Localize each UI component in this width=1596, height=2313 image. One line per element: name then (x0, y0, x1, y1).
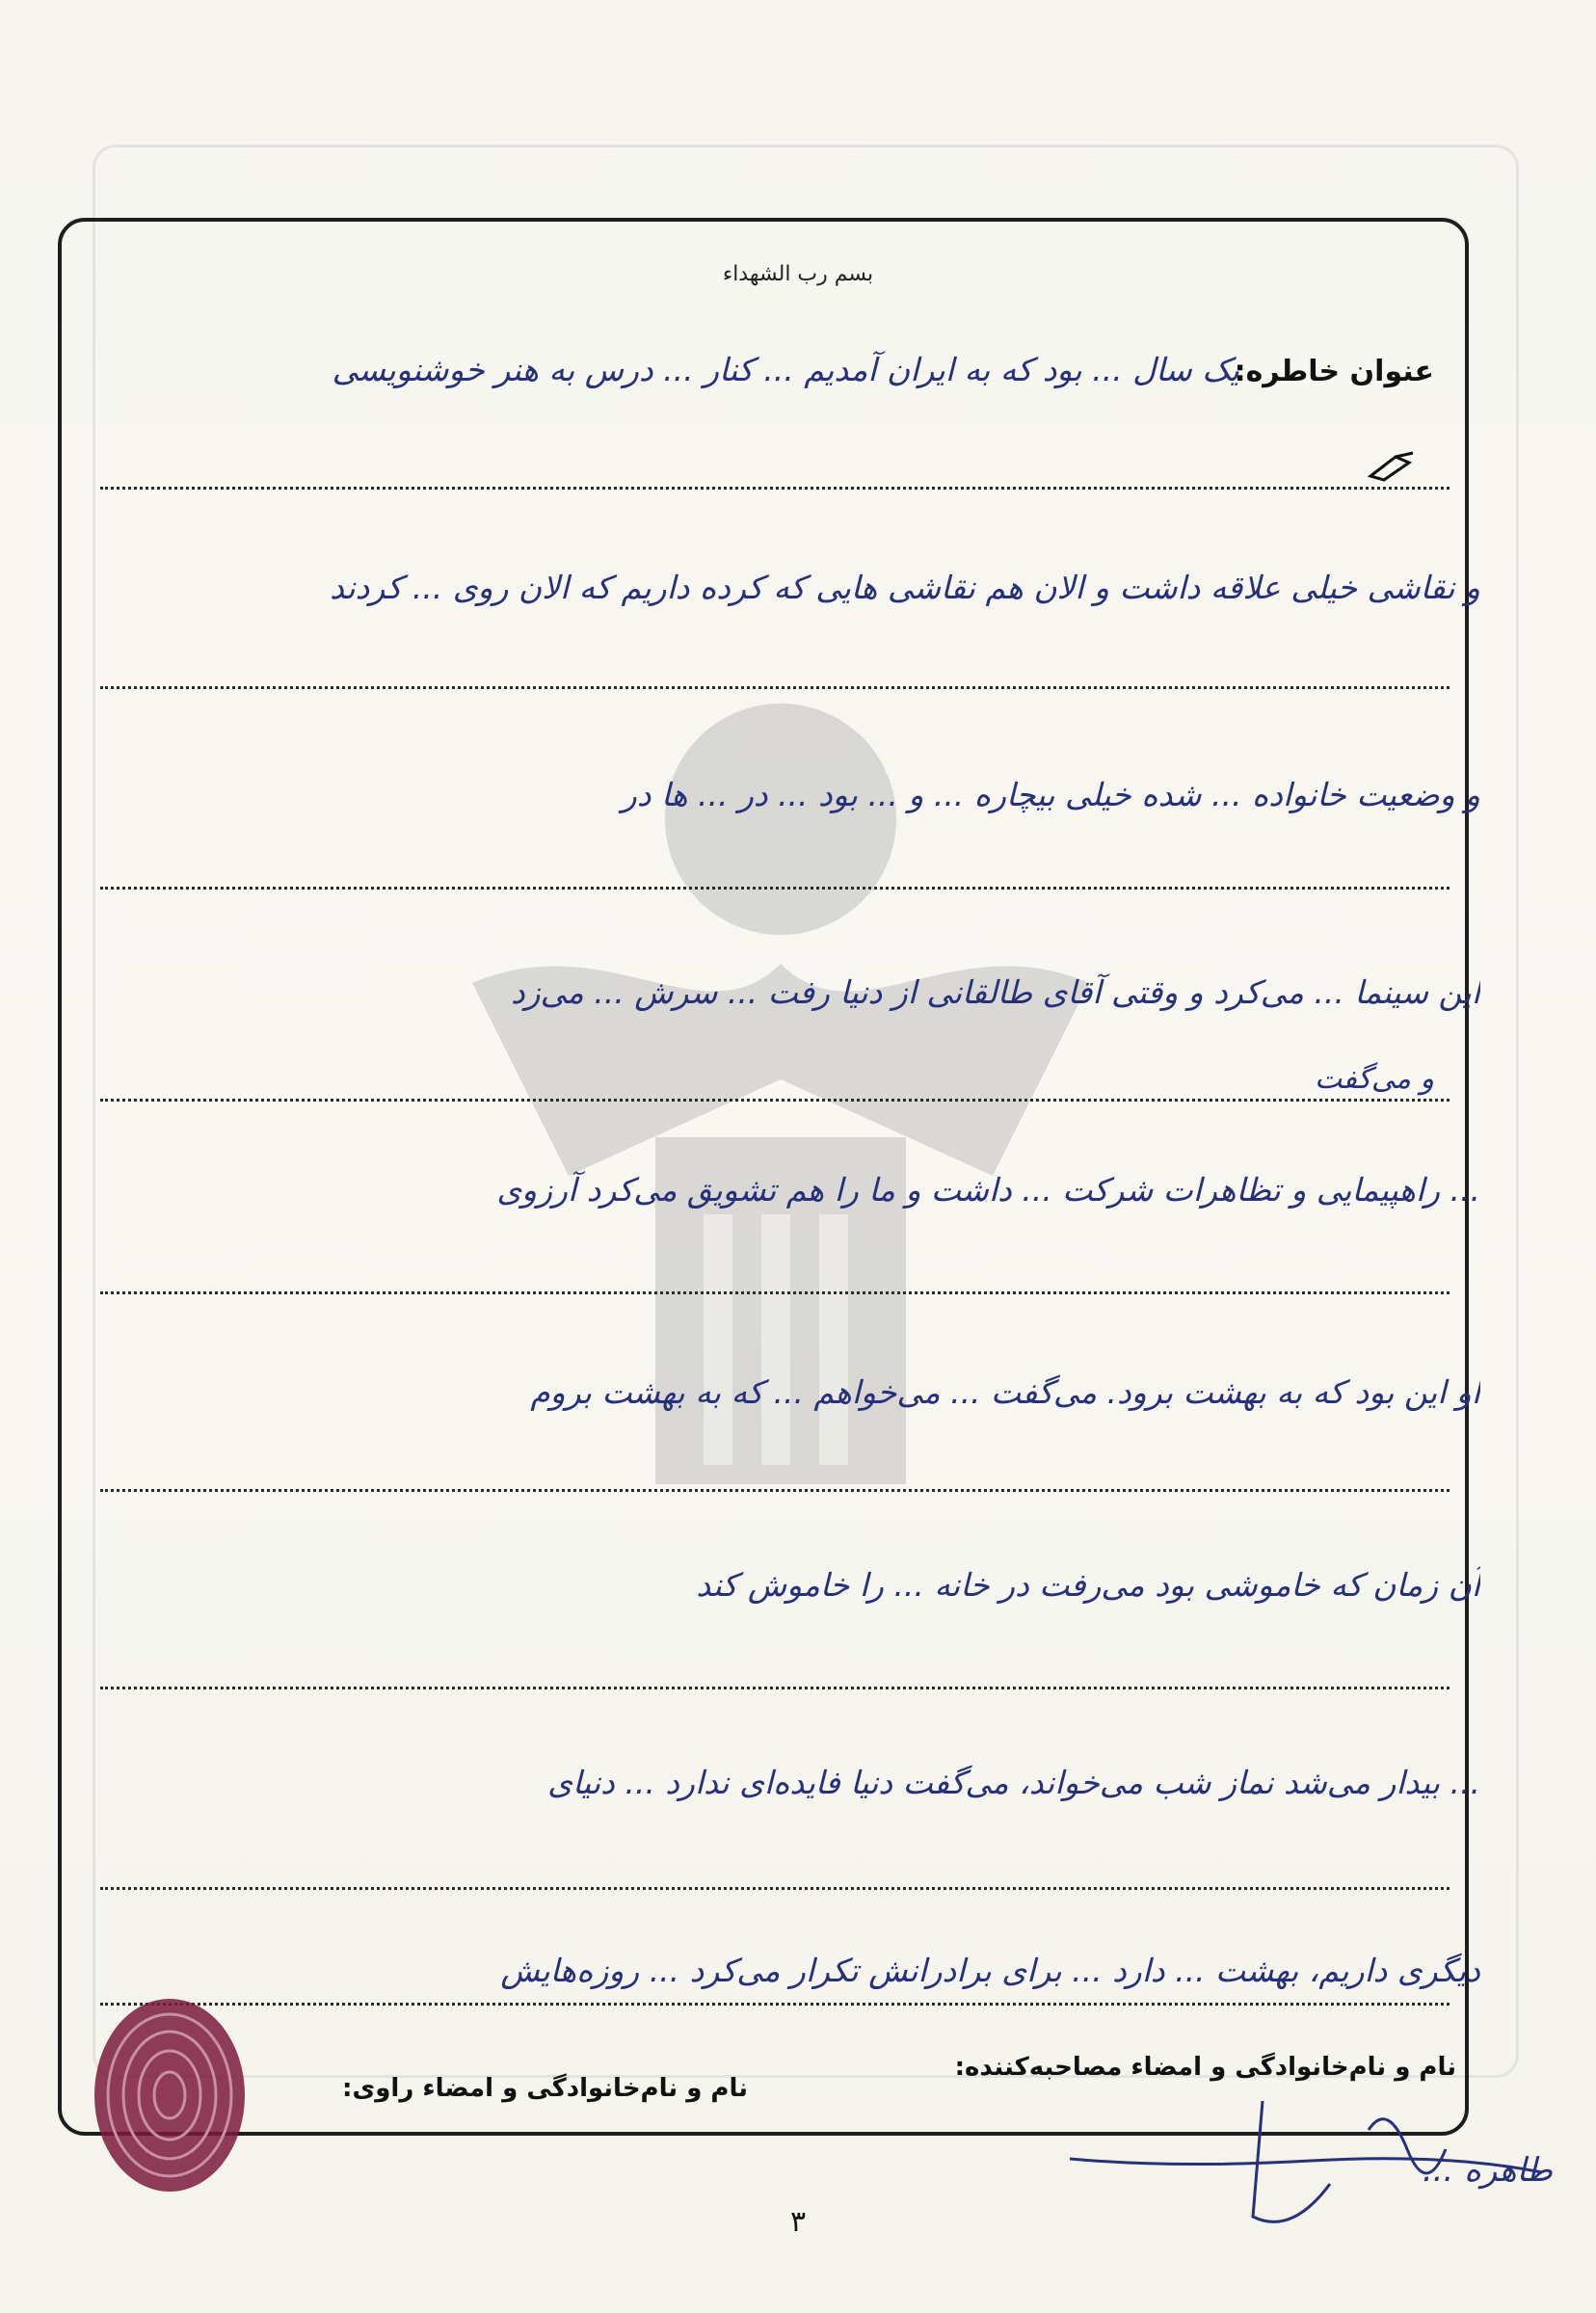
dotted-line (100, 487, 1450, 490)
interviewer-signature-label: نام و نام‌خانوادگی و امضاء مصاحبه‌کننده: (954, 2053, 1456, 2082)
memoir-line: دیگری داریم، بهشت ... دارد ... برای برادرانش تکرار می‌کرد ... روزه‌هایش (500, 1952, 1480, 1989)
fingerprint-stamp (89, 1993, 251, 2197)
dotted-line (100, 887, 1450, 890)
memoir-line: و وضعیت خانواده ... شده خیلی بیچاره ... و ... بود ... در ... ها در (621, 776, 1480, 813)
memoir-title-label: عنوان خاطره: (1234, 355, 1434, 388)
memoir-line: آن زمان که خاموشی بود می‌رفت در خانه ... را خاموش کند (696, 1566, 1480, 1604)
dotted-line (100, 1291, 1450, 1294)
memoir-line: و می‌گفت (1314, 1062, 1434, 1096)
header-title: بسم رب الشهداء (722, 262, 874, 286)
dotted-line (100, 1489, 1450, 1492)
dotted-line (100, 2003, 1450, 2006)
page-number: ٣ (789, 2205, 807, 2239)
dotted-line (100, 1887, 1450, 1890)
dotted-line (100, 1099, 1450, 1102)
narrator-signature-text: طاهره ... (1422, 2151, 1553, 2190)
pen-icon (1367, 451, 1417, 482)
memoir-line: این سینما ... می‌کرد و وقتی آقای طالقانی از دنیا رفت ... سرش ... می‌زد (510, 973, 1480, 1011)
dotted-line (100, 686, 1450, 689)
narrator-signature-label: نام و نام‌خانوادگی و امضاء راوی: (342, 2074, 748, 2103)
memoir-title-text: یک سال ... بود که به ایران آمدیم ... کنار ... درس به هنر خوشنویسی (332, 351, 1239, 388)
memoir-line: او این بود که به بهشت برود. می‌گفت ... می‌خواهم ... که به بهشت بروم (530, 1373, 1480, 1411)
memoir-line: ... راهپیمایی و تظاهرات شرکت ... داشت و ما را هم تشویق می‌کرد آرزوی (496, 1171, 1480, 1209)
memoir-line: و نقاشی خیلی علاقه داشت و الان هم نقاشی هایی که کرده داریم که الان روی ... کردند (330, 569, 1480, 606)
dotted-line (100, 1687, 1450, 1689)
memoir-line: ... بیدار می‌شد نماز شب می‌خواند، می‌گفت دنیا فایده‌ای ندارد ... دنیای (547, 1764, 1480, 1801)
